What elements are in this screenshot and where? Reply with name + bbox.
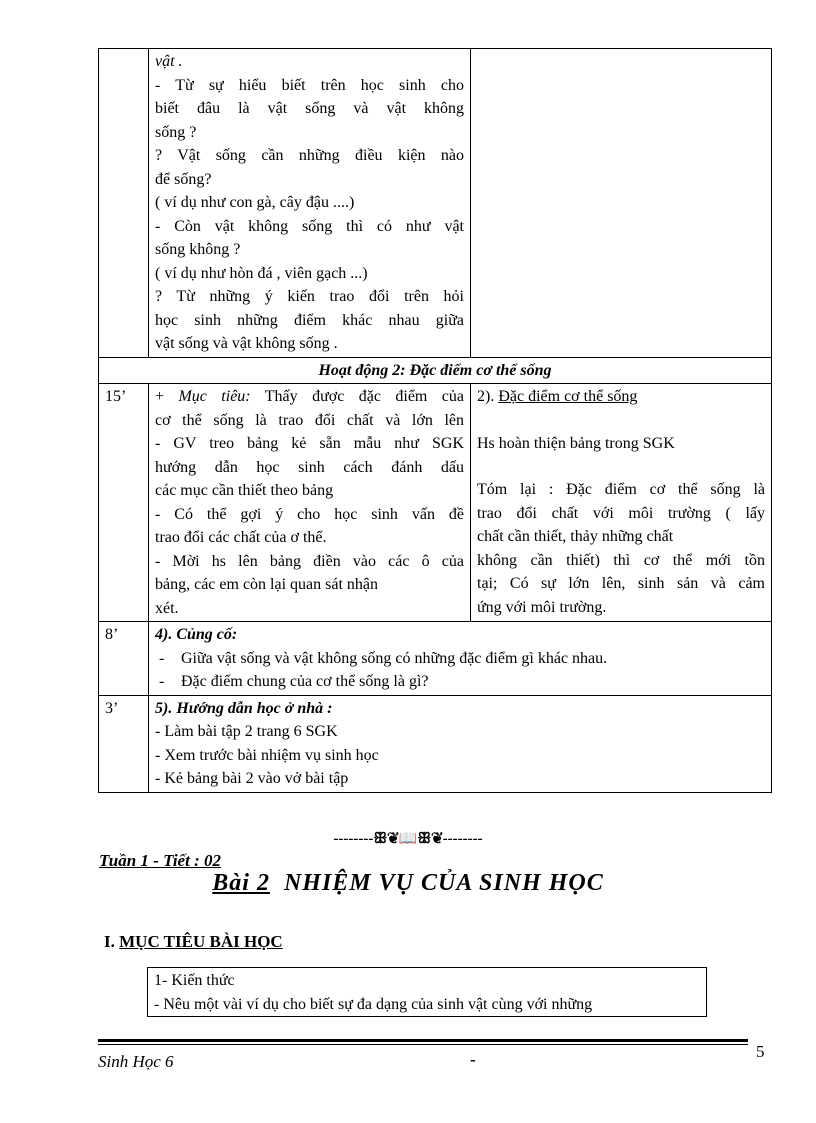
text-line: hướng dẫn học sinh cách đánh dấu: [155, 458, 464, 476]
activity-2-heading: Hoạt động 2: Đặc điểm cơ thể sống: [99, 357, 772, 384]
section-numeral: I.: [104, 932, 115, 951]
section-heading: [104, 932, 283, 952]
teacher-activity-cell: [149, 384, 471, 622]
list-item-text: Đặc điểm chung của cơ thể sống là gì?: [181, 673, 429, 690]
objective-label: Mục tiêu:: [178, 388, 251, 405]
time-cell: 3’: [99, 695, 149, 792]
knowledge-heading: 1- Kiến thức: [154, 972, 235, 989]
lesson-name: NHIỆM VỤ CỦA SINH HỌC: [283, 870, 604, 896]
text-line: tại; Có sự lớn lên, sinh sản và cảm: [477, 575, 765, 592]
table-row: [99, 622, 772, 696]
student-heading: [477, 385, 765, 409]
text-line: ( ví dụ như hòn đá , viên gạch ...): [155, 264, 368, 282]
footer-subject: Sinh Học 6: [98, 1052, 174, 1071]
consolidation-cell: [149, 622, 772, 696]
text-line: trao đổi các chất của ơ thể.: [155, 529, 327, 546]
knowledge-text: - Nêu một vài ví dụ cho biết sự đa dạng của sinh vật cùng với những: [154, 995, 593, 1013]
text-line: - Mời hs lên bảng điền vào các ô của: [155, 552, 464, 570]
lesson-plan-table: [98, 48, 772, 793]
footer-divider: [98, 1039, 748, 1042]
text-line: biết đâu là vật sống và vật không: [155, 100, 464, 117]
text-line: ? Vật sống cần những điều kiện nào: [155, 147, 464, 164]
time-cell: 8’: [99, 622, 149, 696]
heading-number: 2).: [477, 388, 495, 405]
list-item: - Đặc điểm chung của cơ thể sống là gì?: [159, 673, 429, 690]
text-line: sống ?: [155, 123, 197, 141]
spacer: [477, 455, 765, 478]
footer-divider-thin: [98, 1044, 748, 1045]
week-period-label: Tuần 1 - Tiết : 02: [99, 851, 221, 870]
text-line: Tóm lại : Đặc điểm cơ thể sống là: [477, 481, 765, 498]
teacher-activity-cell: [149, 49, 471, 358]
list-item: - Xem trước bài nhiệm vụ sinh học: [155, 746, 379, 764]
text-line: - Còn vật không sống thì có như vật: [155, 217, 464, 235]
heading-text: Đặc điểm cơ thể sống: [498, 388, 638, 405]
spacer: [477, 409, 765, 432]
text-line: cơ thể sống là trao đổi chất và lớn lên: [155, 411, 464, 429]
list-item: - Làm bài tập 2 trang 6 SGK: [155, 723, 338, 740]
page-number: 5: [756, 1042, 765, 1061]
homework-cell: [149, 695, 772, 792]
activity-header-row: [99, 357, 772, 384]
bullet-plus: +: [155, 388, 179, 405]
time-cell: 15’: [99, 384, 149, 622]
text-line: Hs hoàn thiện bảng trong SGK: [477, 434, 675, 452]
decorative-separator: --------ꕥ❦📖ꕥ❦--------: [333, 831, 483, 847]
section-title: MỤC TIÊU BÀI HỌC: [119, 932, 283, 951]
objective-line: [155, 385, 464, 409]
knowledge-box: [147, 967, 707, 1017]
text-line: học sinh những điểm khác nhau giữa: [155, 311, 464, 329]
lesson-number: Bài 2: [212, 870, 270, 896]
text-line: bảng, các em còn lại quan sát nhận: [155, 576, 379, 593]
footer-dash: -: [470, 1050, 476, 1069]
student-activity-cell: [471, 49, 772, 358]
text-line: ứng với môi trường.: [477, 598, 607, 616]
list-item: - Kẻ bảng bài 2 vào vở bài tập: [155, 770, 349, 787]
homework-title: 5). Hướng dẫn học ở nhà :: [155, 699, 333, 717]
list-item: - Giữa vật sống và vật không sống có những đặc điểm gì khác nhau.: [159, 649, 608, 667]
text-line: không cần thiết) thì cơ thể mới tồn: [477, 551, 765, 569]
table-row: [99, 384, 772, 622]
table-row: [99, 49, 772, 358]
text-line: ? Từ những ý kiến trao đổi trên hỏi: [155, 288, 464, 305]
student-activity-cell: [471, 384, 772, 622]
text-line: - GV treo bảng kẻ sẵn mẫu như SGK: [155, 435, 464, 452]
text-line: - Từ sự hiểu biết trên học sinh cho: [155, 76, 464, 94]
text-line: các mục cần thiết theo bảng: [155, 482, 334, 499]
time-cell: [99, 49, 149, 358]
text-line: - Có thể gợi ý cho học sinh vấn đề: [155, 505, 464, 523]
text-line: ( ví dụ như con gà, cây đậu ....): [155, 194, 355, 211]
objective-text: Thấy được đặc điểm của: [250, 388, 464, 405]
text-line: chất cần thiết, thảy những chất: [477, 528, 674, 545]
list-item-text: Giữa vật sống và vật không sống có những đặc điểm gì khác nhau.: [181, 649, 608, 667]
text-line: trao đổi chất với môi trường ( lấy: [477, 504, 765, 522]
text-line: để sống?: [155, 170, 212, 188]
lesson-title: [0, 870, 816, 897]
text-line: vật .: [155, 53, 183, 70]
text-line: sống không ?: [155, 241, 241, 258]
text-line: vật sống và vật không sống .: [155, 335, 338, 352]
consolidation-title: 4). Củng cố:: [155, 626, 238, 643]
table-row: [99, 695, 772, 792]
text-line: xét.: [155, 599, 179, 617]
